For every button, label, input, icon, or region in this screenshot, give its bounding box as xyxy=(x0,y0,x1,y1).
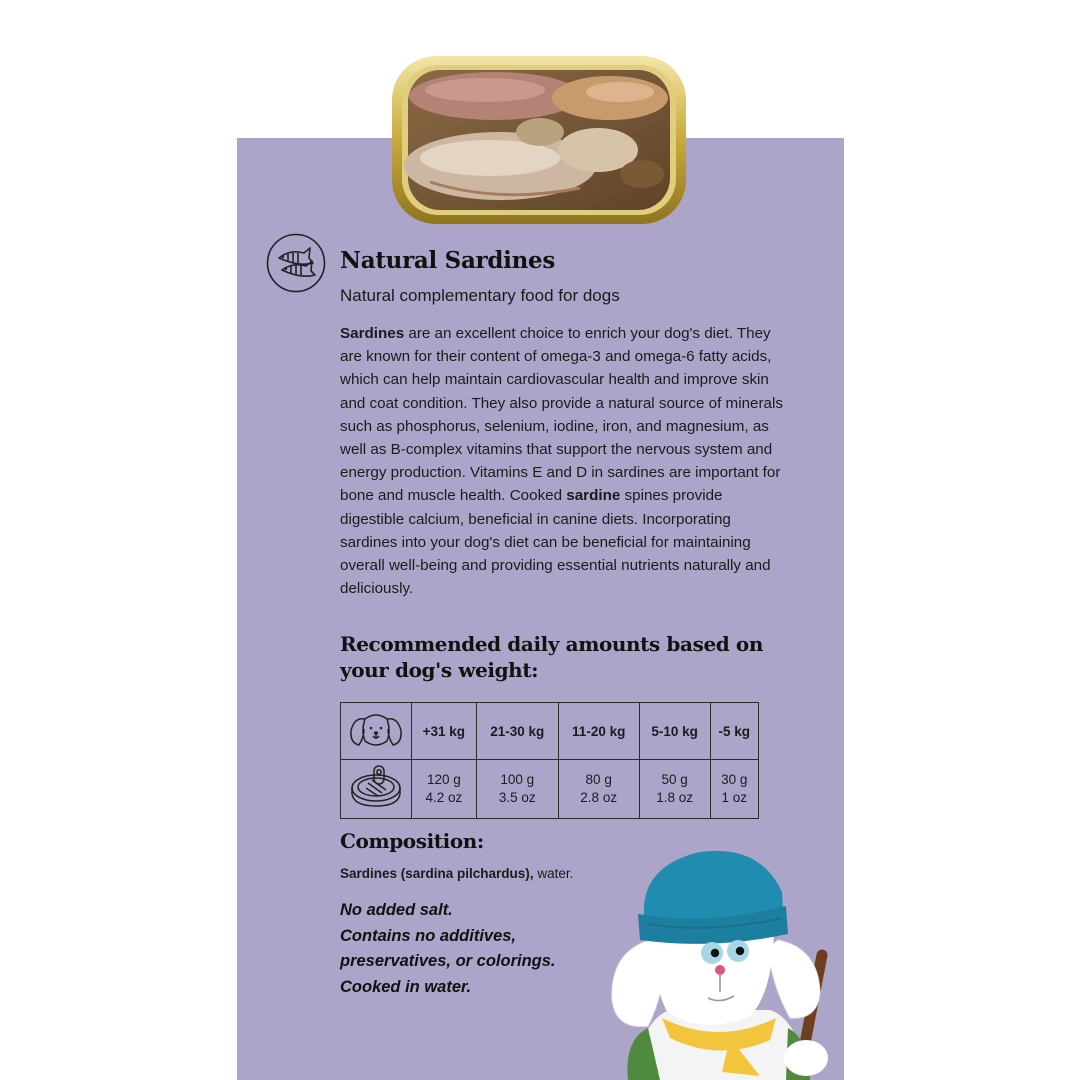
weight-cell: -5 kg xyxy=(710,703,759,760)
recommendation-heading: Recommended daily amounts based on your dog's weight: xyxy=(340,632,763,682)
product-subtitle: Natural complementary food for dogs xyxy=(340,286,620,305)
weight-cell: 21-30 kg xyxy=(476,703,558,760)
amount-ounces: 4.2 oz xyxy=(425,790,463,805)
ingredients-bold: Sardines (sardina pilchardus), xyxy=(340,866,534,881)
amount-cell xyxy=(476,760,558,819)
composition-notes xyxy=(340,898,556,1000)
amount-cell xyxy=(710,760,759,819)
note-line: Cooked in water. xyxy=(340,977,472,996)
amount-ounces: 1.8 oz xyxy=(656,790,693,805)
note-line: Contains no additives, xyxy=(340,926,517,945)
amount-row-icon-cell xyxy=(341,760,412,819)
product-title: Natural Sardines xyxy=(340,247,555,274)
sardine-tin-image xyxy=(390,54,688,226)
amount-grams: 100 g xyxy=(500,772,535,787)
amount-ounces: 1 oz xyxy=(721,790,748,805)
amount-ounces: 3.5 oz xyxy=(498,790,536,805)
description-text-part2: spines provide digestible calcium, beneficial in canine diets. Incorporating sardines into your dog's diet can be beneficial for maintaining overall well-being and providing essential nutrients naturally and deliciously. xyxy=(340,487,771,598)
dog-mascot-illustration xyxy=(600,840,844,1080)
amount-row xyxy=(341,760,759,819)
weight-cell: +31 kg xyxy=(412,703,477,760)
description-bold-sardine: sardine xyxy=(566,487,621,505)
weight-cell: 5-10 kg xyxy=(639,703,710,760)
note-line: preservatives, or colorings. xyxy=(340,952,556,970)
weight-cell: 11-20 kg xyxy=(558,703,639,760)
product-description xyxy=(340,322,785,600)
amount-grams: 80 g xyxy=(585,772,612,787)
amount-cell xyxy=(558,760,639,819)
amount-cell xyxy=(639,760,710,819)
composition-ingredients xyxy=(340,866,573,881)
dog-face-icon xyxy=(348,709,404,751)
fish-icon xyxy=(266,233,326,293)
weight-row xyxy=(341,703,759,760)
amount-grams: 50 g xyxy=(661,772,688,787)
amount-grams: 30 g xyxy=(721,772,748,787)
description-text-part1: are an excellent choice to enrich your dog's diet. They are known for their content of omega-3 and omega-6 fatty acids, which can help maintain cardiovascular health and improve skin and coat condition. They also provide a natural source of minerals such as phosphorus, selenium, iodine, iron, and magnesium, as well as B-complex vitamins that support the nervous system and energy production. Vitamins E and D in sardines are important for bone and muscle health. Cooked xyxy=(340,325,783,505)
daily-amounts-table xyxy=(340,702,759,819)
note-line: No added salt. xyxy=(340,901,453,919)
composition-heading: Composition: xyxy=(340,829,484,853)
ingredients-rest: water. xyxy=(533,866,574,881)
weight-row-icon-cell xyxy=(341,703,412,760)
amount-ounces: 2.8 oz xyxy=(580,790,618,805)
sardine-can-icon xyxy=(348,764,404,810)
amount-cell xyxy=(412,760,477,819)
description-bold-sardines: Sardines xyxy=(340,325,405,342)
amount-grams: 120 g xyxy=(426,772,461,787)
